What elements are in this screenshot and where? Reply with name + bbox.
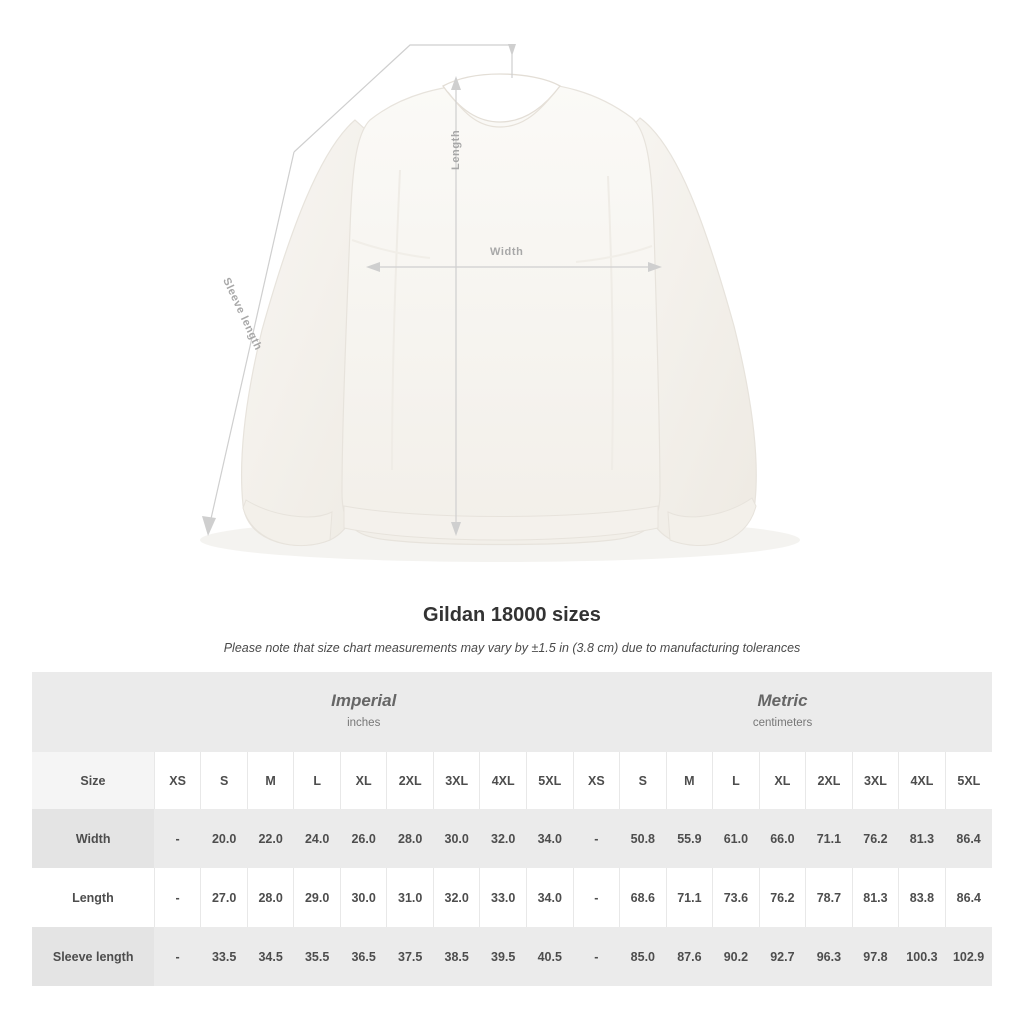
size-header-metric-l: L [713, 752, 760, 809]
length-imperial-4xl: 33.0 [480, 868, 527, 927]
sleeve-imperial-2xl: 37.5 [387, 927, 434, 986]
length-metric-l: 73.6 [713, 868, 760, 927]
size-header-imperial-4xl: 4XL [480, 752, 527, 809]
width-metric-3xl: 76.2 [852, 809, 899, 868]
size-chart-table [32, 672, 992, 986]
table-row [32, 927, 992, 986]
system-imperial-unit: inches [347, 716, 381, 729]
row-label-width: Width [32, 809, 154, 868]
length-metric-xl: 76.2 [759, 868, 806, 927]
length-metric-xs: - [573, 868, 620, 927]
width-imperial-s: 20.0 [201, 809, 248, 868]
system-imperial-name: Imperial [331, 690, 397, 710]
size-header-metric-3xl: 3XL [852, 752, 899, 809]
sleeve-imperial-5xl: 40.5 [526, 927, 573, 986]
size-header-metric-2xl: 2XL [806, 752, 853, 809]
row-label-length: Length [32, 868, 154, 927]
sleeve-metric-m: 87.6 [666, 927, 713, 986]
sleeve-metric-l: 90.2 [713, 927, 760, 986]
length-imperial-2xl: 31.0 [387, 868, 434, 927]
sleeve-imperial-xl: 36.5 [340, 927, 387, 986]
length-imperial-3xl: 32.0 [433, 868, 480, 927]
width-metric-xs: - [573, 809, 620, 868]
width-metric-l: 61.0 [713, 809, 760, 868]
sleeve-imperial-3xl: 38.5 [433, 927, 480, 986]
length-imperial-xl: 30.0 [340, 868, 387, 927]
size-header-metric-s: S [620, 752, 667, 809]
sleeve-metric-2xl: 96.3 [806, 927, 853, 986]
width-imperial-4xl: 32.0 [480, 809, 527, 868]
size-header-row [32, 752, 992, 809]
length-label: Length [450, 129, 462, 170]
system-metric-unit: centimeters [752, 716, 813, 729]
system-row-spacer [32, 672, 154, 752]
size-header-imperial-3xl: 3XL [433, 752, 480, 809]
length-metric-4xl: 83.8 [899, 868, 946, 927]
arrow-head-sleeve [202, 516, 216, 536]
width-metric-4xl: 81.3 [899, 809, 946, 868]
size-chart-table-wrap [32, 672, 992, 986]
length-imperial-s: 27.0 [201, 868, 248, 927]
page-title: Gildan 18000 sizes [423, 604, 601, 626]
size-header-metric-m: M [666, 752, 713, 809]
size-header-imperial-5xl: 5XL [526, 752, 573, 809]
width-label: Width [490, 246, 524, 258]
length-metric-2xl: 78.7 [806, 868, 853, 927]
sleeve-metric-xl: 92.7 [759, 927, 806, 986]
length-metric-s: 68.6 [620, 868, 667, 927]
sleeve-length-label: Sleeve length [220, 276, 265, 353]
size-header-metric-5xl: 5XL [945, 752, 992, 809]
size-header-metric-4xl: 4XL [899, 752, 946, 809]
length-imperial-5xl: 34.0 [526, 868, 573, 927]
sleeve-metric-s: 85.0 [620, 927, 667, 986]
width-metric-5xl: 86.4 [945, 809, 992, 868]
width-imperial-3xl: 30.0 [433, 809, 480, 868]
length-metric-m: 71.1 [666, 868, 713, 927]
size-header-metric-xs: XS [573, 752, 620, 809]
sleeve-imperial-4xl: 39.5 [480, 927, 527, 986]
sleeve-imperial-m: 34.5 [247, 927, 294, 986]
size-header-metric-xl: XL [759, 752, 806, 809]
sleeve-metric-3xl: 97.8 [852, 927, 899, 986]
length-metric-3xl: 81.3 [852, 868, 899, 927]
size-header-imperial-2xl: 2XL [387, 752, 434, 809]
sleeve-imperial-s: 33.5 [201, 927, 248, 986]
size-header-imperial-l: L [294, 752, 341, 809]
length-metric-5xl: 86.4 [945, 868, 992, 927]
sleeve-imperial-xs: - [154, 927, 201, 986]
length-imperial-l: 29.0 [294, 868, 341, 927]
row-label-sleeve-length: Sleeve length [32, 927, 154, 986]
sleeve-metric-xs: - [573, 927, 620, 986]
sleeve-metric-5xl: 102.9 [945, 927, 992, 986]
width-imperial-2xl: 28.0 [387, 809, 434, 868]
width-imperial-xs: - [154, 809, 201, 868]
width-metric-xl: 66.0 [759, 809, 806, 868]
sleeve-imperial-l: 35.5 [294, 927, 341, 986]
width-imperial-5xl: 34.0 [526, 809, 573, 868]
width-imperial-m: 22.0 [247, 809, 294, 868]
table-row [32, 809, 992, 868]
size-header-imperial-m: M [247, 752, 294, 809]
width-imperial-xl: 26.0 [340, 809, 387, 868]
system-metric [573, 672, 992, 752]
length-imperial-xs: - [154, 868, 201, 927]
system-imperial [154, 672, 573, 752]
sleeve-metric-4xl: 100.3 [899, 927, 946, 986]
width-metric-m: 55.9 [666, 809, 713, 868]
measurement-note: Please note that size chart measurements may vary by ±1.5 in (3.8 cm) due to manufacturing tolerances [223, 641, 801, 655]
size-header-imperial-s: S [201, 752, 248, 809]
arrow-head-top [508, 44, 516, 56]
system-metric-name: Metric [757, 690, 808, 710]
length-imperial-m: 28.0 [247, 868, 294, 927]
size-header-imperial-xs: XS [154, 752, 201, 809]
width-imperial-l: 24.0 [294, 809, 341, 868]
table-row [32, 868, 992, 927]
width-metric-s: 50.8 [620, 809, 667, 868]
system-header-row [32, 672, 992, 752]
width-metric-2xl: 71.1 [806, 809, 853, 868]
size-header-label: Size [32, 752, 154, 809]
size-header-imperial-xl: XL [340, 752, 387, 809]
